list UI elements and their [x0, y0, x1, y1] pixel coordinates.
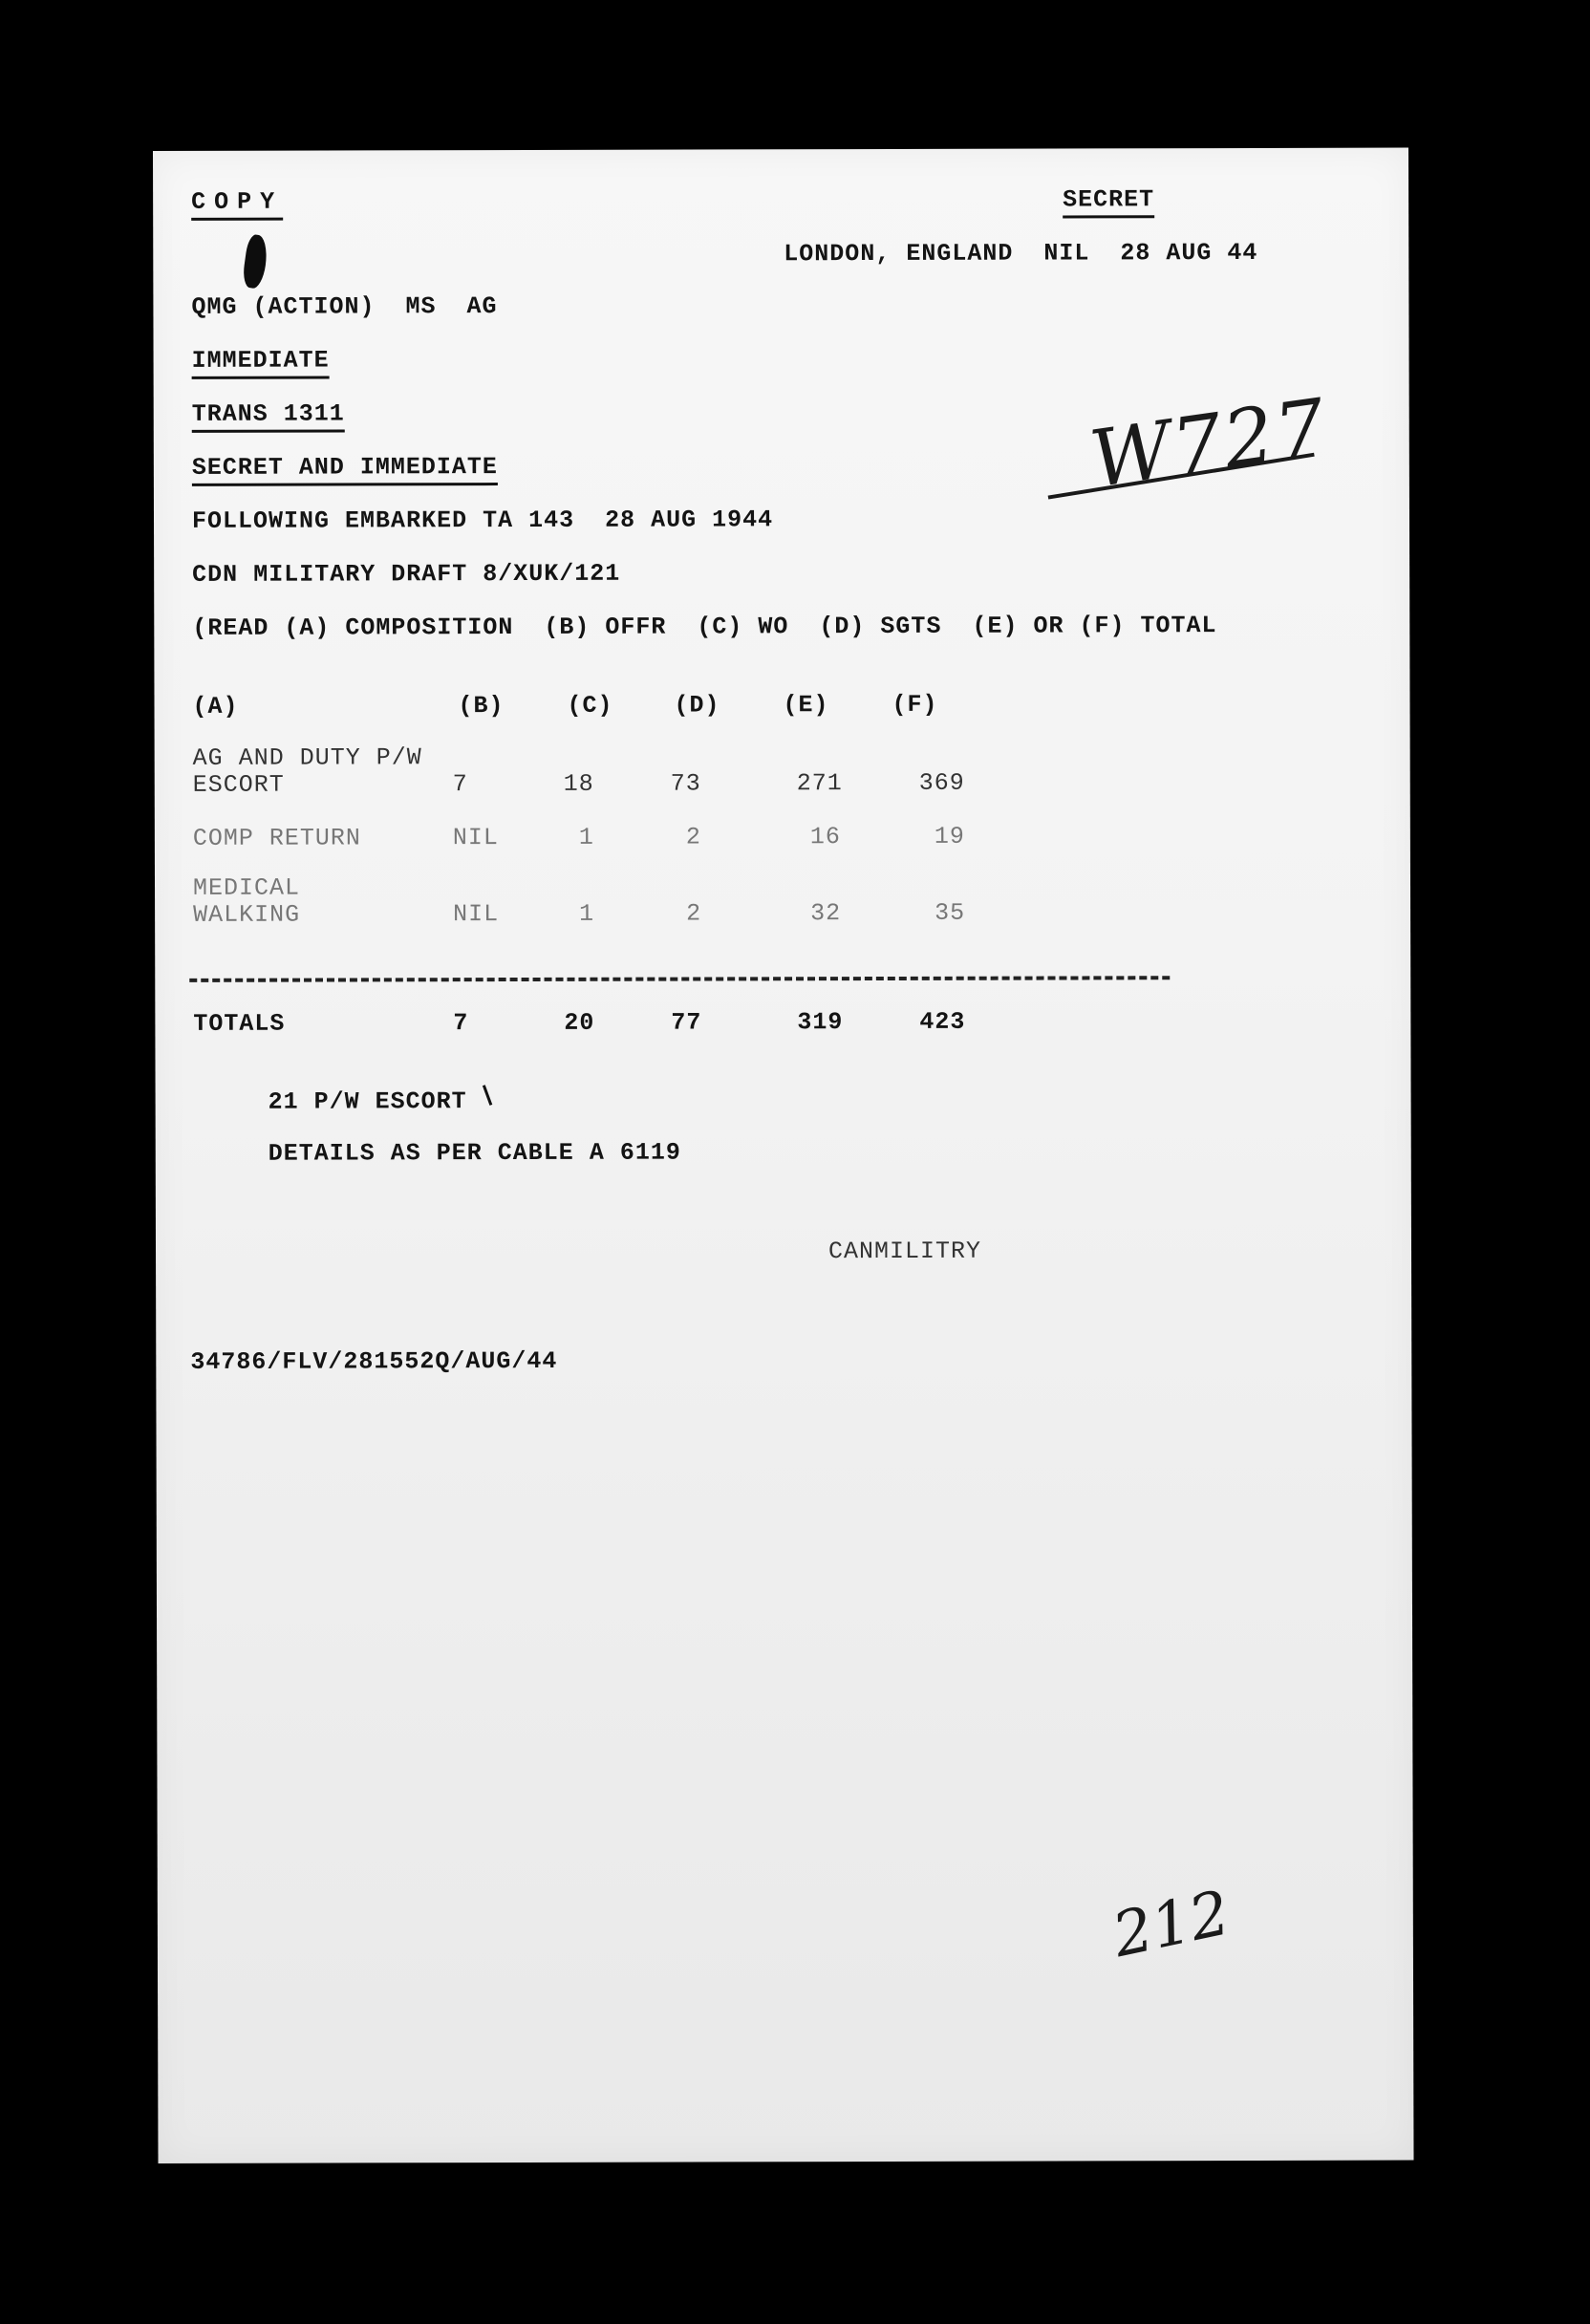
col-header-f: (F) — [892, 690, 938, 719]
row3-label-line2: WALKING — [193, 900, 301, 929]
escort-note: 21 P/W ESCORT — [268, 1087, 467, 1116]
row2-label-line1: COMP RETURN — [192, 824, 361, 852]
row2-total: 19 — [934, 822, 965, 850]
row2-sgts: 2 — [685, 823, 701, 851]
totals-offr: 7 — [453, 1009, 469, 1038]
origin-line: LONDON, ENGLAND NIL 28 AUG 44 — [784, 238, 1258, 269]
col-header-b: (B) — [458, 692, 505, 721]
totals-or: 319 — [797, 1008, 844, 1037]
document-page — [153, 148, 1414, 2163]
col-header-e: (E) — [783, 691, 829, 720]
trans-number: TRANS 1311 — [192, 400, 345, 432]
addressees: QMG (ACTION) MS AG — [191, 292, 498, 321]
row3-or: 32 — [810, 899, 842, 928]
row3-total: 35 — [935, 898, 966, 927]
pen-tick — [483, 1085, 492, 1106]
row2-offr: NIL — [452, 824, 499, 852]
embarked-line: FOLLOWING EMBARKED TA 143 28 AUG 1944 — [191, 506, 774, 535]
ink-blot — [242, 233, 269, 289]
row1-label-line1: AG AND DUTY P/W — [192, 743, 422, 772]
reference-number: 34786/FLV/281552Q/AUG/44 — [190, 1346, 558, 1376]
read-legend: (READ (A) COMPOSITION (B) OFFR (C) WO (D) SGTS (E) OR (F) TOTAL — [192, 612, 1217, 642]
copy-label: COPY — [191, 189, 283, 221]
draft-line: CDN MILITARY DRAFT 8/XUK/121 — [192, 559, 621, 589]
row1-total: 369 — [918, 768, 965, 797]
row3-sgts: 2 — [686, 899, 702, 928]
signature: CANMILITRY — [827, 1237, 982, 1266]
totals-sgts: 77 — [671, 1008, 702, 1037]
handwritten-file-number: W727 — [1085, 381, 1334, 506]
row3-offr: NIL — [453, 900, 500, 929]
row3-wo: 1 — [579, 899, 595, 928]
col-header-d: (D) — [674, 691, 720, 720]
row2-or: 16 — [809, 823, 841, 851]
row3-label-line1: MEDICAL — [192, 873, 301, 902]
totals-total: 423 — [919, 1007, 966, 1036]
col-header-c: (C) — [567, 691, 613, 720]
row2-wo: 1 — [578, 823, 594, 851]
row1-label-line2: ESCORT — [192, 770, 285, 799]
precedence: IMMEDIATE — [192, 348, 330, 379]
details-note: DETAILS AS PER CABLE A 6119 — [268, 1138, 681, 1168]
row1-wo: 18 — [563, 769, 594, 798]
security-line: SECRET AND IMMEDIATE — [192, 454, 498, 486]
row1-sgts: 73 — [670, 769, 701, 798]
row1-offr: 7 — [452, 770, 468, 799]
totals-wo: 20 — [564, 1008, 595, 1037]
row1-or: 271 — [796, 769, 843, 798]
classification-stamp: SECRET — [1063, 186, 1154, 218]
totals-label: TOTALS — [193, 1009, 286, 1038]
col-header-a: (A) — [192, 692, 239, 721]
handwritten-page-number: 212 — [1107, 1878, 1236, 1972]
totals-divider — [189, 976, 1170, 982]
